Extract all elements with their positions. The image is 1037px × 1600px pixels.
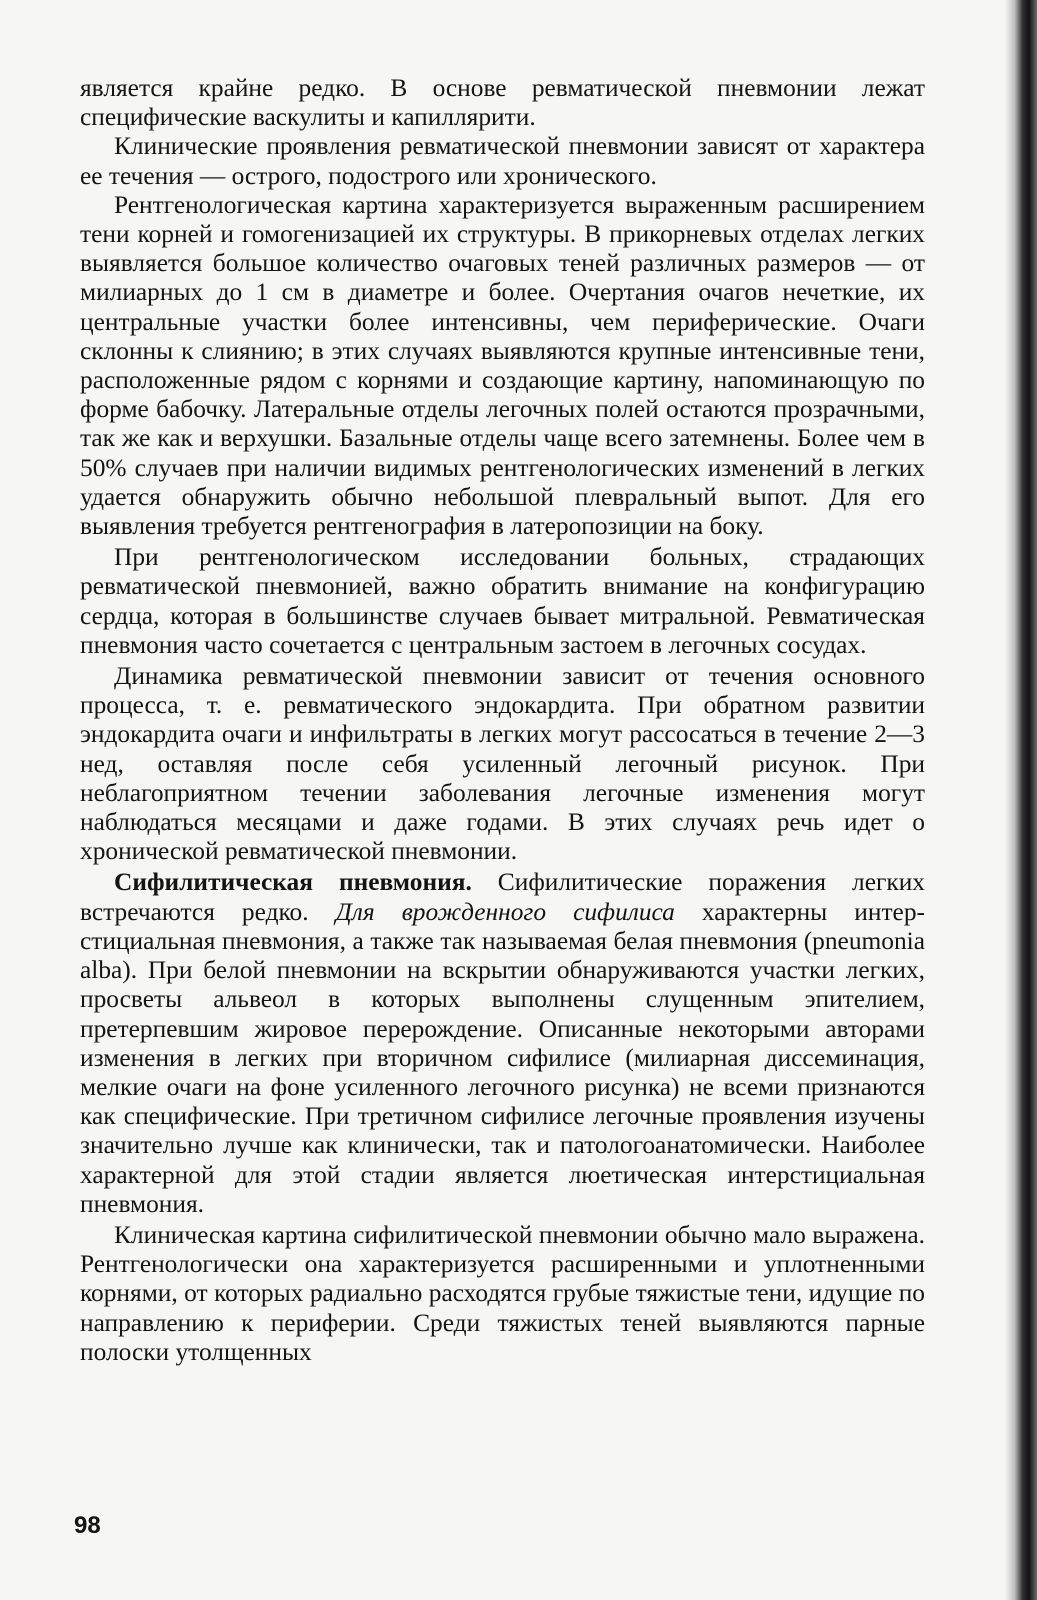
paragraph-7: Клиническая картина сифилитической пневмонии обычно мало выражена. Рентгенологически она характеризуется расширенными и уплотненными корнями, от которых радиально расходятся грубые тяжистые тени, идущие по направлению к периферии. Среди тяжистых теней выявляются парные полоски утолщенных (80, 1220, 925, 1366)
section-heading-syphilitic-pneumonia: Сифилитическая пневмония. (114, 868, 472, 897)
page-edge-shadow (1005, 0, 1037, 1600)
paragraph-6 (80, 868, 925, 1218)
paragraph-6-emphasis: Для врожденного сифилиса (335, 897, 675, 926)
paragraph-3: Рентгенологическая картина характеризуется выраженным расширением тени корней и гомогенизацией их структуры. В прикорневых отделах легких выявляется большое количество очаговых теней различных размеров — от милиарных до 1 см в диаметре и более. Очертания очагов нечеткие, их центральные участки более интенсивны, чем периферические. Очаги склонны к слиянию; в этих случаях выявляются крупные интенсивные тени, расположенные рядом с корнями и создающие картину, напоминающую по форме бабочку. Латеральные отделы легочных полей остаются прозрачными, так же как и верхушки. Базальные отделы чаще всего затемнены. Более чем в 50% случаев при наличии видимых рентгенологических изменений в легких удается обнаружить обычно небольшой плевральный выпот. Для его выявления требуется рентгенография в латеропозиции на боку. (80, 190, 925, 541)
paragraph-5: Динамика ревматической пневмонии зависит от течения основного процесса, т. е. ревматического эндокардита. При обратном развитии эндокардита очаги и инфильтраты в легких могут рассосаться в течение 2—3 нед, оставляя после себя усиленный легочный рисунок. При неблагоприятном течении заболевания легочные изменения могут наблюдаться месяцами и даже годами. В этих случаях речь идет о хронической ревматической пневмонии. (80, 662, 925, 866)
text-column (80, 74, 925, 1367)
paragraph-6-lead: Сифилитические поражения легких встречаются редко. (80, 868, 925, 926)
paragraph-6-body: характерны интерстициальная пневмония, а также так называемая белая пневмония (pneumonia alba). При белой пневмонии на вскрытии обнаруживаются участки легких, просветы альвеол в которых выполнены слущенным эпителием, претерпевшим жировое перерождение. Описанные некоторыми авторами изменения в легких при вторичном сифилисе (милиарная диссеминация, мелкие очаги на фоне усиленного легочного рисунка) не всеми признаются как специфические. При третичном сифилисе легочные проявления изучены значительно лучше как клинически, так и патологоанатомически. Наиболее характерной для этой стадии является люетическая интерстициальная пневмония. (80, 897, 925, 1218)
paragraph-4: При рентгенологическом исследовании больных, страдающих ревматической пневмонией, важно обратить внимание на конфигурацию сердца, которая в большинстве случаев бывает митральной. Ревматическая пневмония часто сочетается с центральным застоем в легочных сосудах. (80, 543, 925, 659)
paragraph-1: является крайне редко. В основе ревматической пневмонии лежат специфические васкулиты и капиллярити. (80, 74, 925, 132)
paragraph-2: Клинические проявления ревматической пневмонии зависят от характера ее течения — острого, подострого или хронического. (80, 132, 925, 190)
page-number: 98 (74, 1512, 101, 1539)
